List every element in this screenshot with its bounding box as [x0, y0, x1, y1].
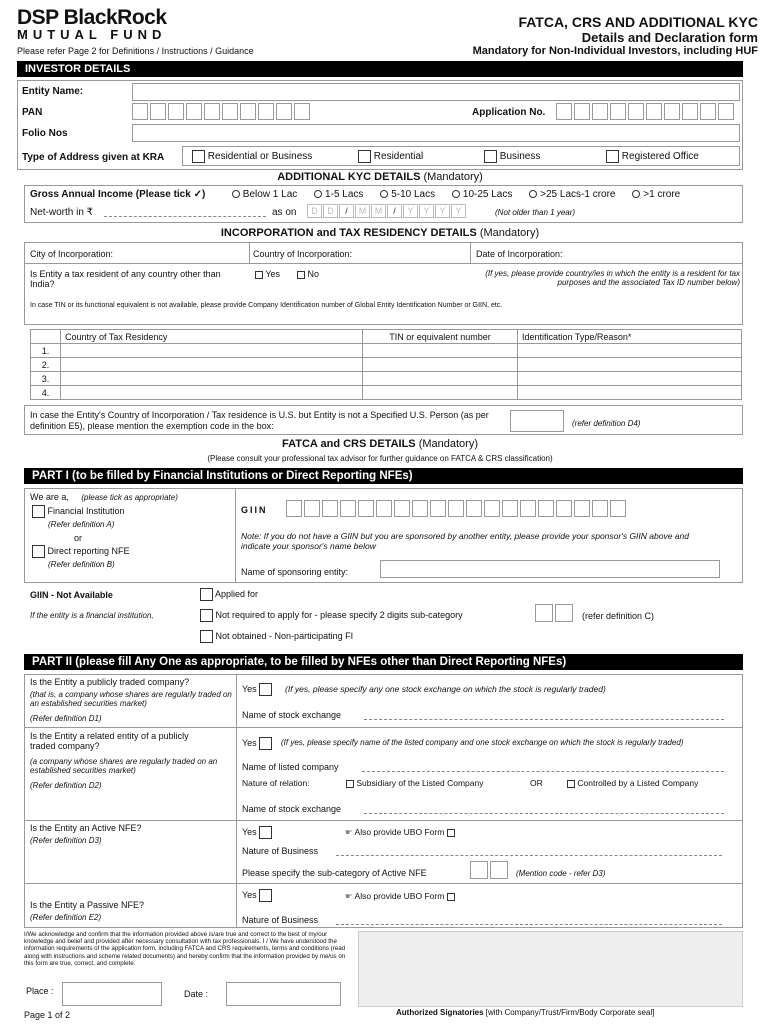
- checkbox[interactable]: [606, 150, 619, 163]
- brand-logo: [17, 6, 167, 42]
- checkbox[interactable]: [32, 545, 45, 558]
- incorporation-title: [17, 227, 743, 239]
- divider: [24, 727, 743, 728]
- q3-yes[interactable]: [242, 826, 272, 839]
- income-option[interactable]: [380, 189, 435, 200]
- table-row: [31, 386, 742, 400]
- section-title: FATCA and CRS DETAILS: [282, 438, 416, 450]
- refer-c: (refer definition C): [582, 611, 655, 621]
- signatories-suffix: [with Company/Trust/Firm/Body Corporate seal]: [485, 1008, 655, 1017]
- country-cell[interactable]: [61, 372, 363, 386]
- not-required-option[interactable]: [200, 609, 463, 622]
- we-are: We are a,: [30, 492, 69, 502]
- column-header: Country of Tax Residency: [61, 330, 363, 344]
- q2-label: Is the Entity a related entity of a publicly traded company?: [30, 731, 189, 751]
- subsidiary-label: Subsidiary of the Listed Company: [356, 778, 484, 788]
- table-row: [31, 372, 742, 386]
- part2-bar: PART II (please fill Any One as appropriate, to be filled by NFEs other than Direct Reporting NFEs): [24, 654, 743, 670]
- divider: [24, 883, 743, 884]
- checkbox[interactable]: [259, 737, 272, 750]
- date-box: D: [323, 204, 338, 218]
- declaration-text: I/We acknowledge and confirm that the information provided above is/are true and correct to the best of my/our knowledge and belief and provided after necessary consultation with tax professionals. I / We have understood the information requirements of the application form, including FATCA and CRS requirements, terms and conditions (read along with instructions and scheme related documents) and hereby confirm that the information provided by me/us on this form are true, correct, and complete.: [24, 931, 346, 967]
- q4-ref: (Refer definition E2): [30, 913, 102, 922]
- date-box: M: [355, 204, 370, 218]
- section-title-suffix: (Mandatory): [479, 227, 540, 239]
- page-number: Page 1 of 2: [24, 1010, 71, 1020]
- as-on-label: as on: [272, 207, 297, 218]
- checkbox[interactable]: [32, 505, 45, 518]
- q1-stock-exchange-field[interactable]: [364, 709, 724, 720]
- row-number: 2.: [31, 358, 61, 372]
- q4-ubo: [345, 891, 455, 902]
- section-title-suffix: (Mandatory): [418, 438, 478, 450]
- refer-note: Please refer Page 2 for Definitions / Instructions / Guidance: [17, 46, 254, 56]
- column-header: TIN or equivalent number: [363, 330, 518, 344]
- listed-company-field[interactable]: [362, 761, 724, 772]
- income-option[interactable]: [314, 189, 363, 200]
- us-note: In case the Entity's Country of Incorporation / Tax residence is U.S. but Entity is not a Specified U.S. Person (as per definition E5), please mention the exemption code in the box:: [30, 410, 489, 431]
- checkbox[interactable]: [346, 780, 354, 788]
- country-cell[interactable]: [61, 358, 363, 372]
- checkbox[interactable]: [192, 150, 205, 163]
- address-option-label: Residential or Business: [207, 151, 313, 163]
- income-option[interactable]: [452, 189, 512, 200]
- row-number: 1.: [31, 344, 61, 358]
- income-options: [232, 189, 680, 200]
- date-box: Y: [419, 204, 434, 218]
- income-option[interactable]: [232, 189, 297, 200]
- refer-d4: (refer definition D4): [572, 419, 641, 428]
- table-row: [31, 344, 742, 358]
- subcategory-label: Please specify the sub-category of Active NFE: [242, 868, 427, 878]
- brand-top: DSP BlackRock: [17, 6, 167, 29]
- q4-nature-business-label: Nature of Business: [242, 915, 319, 925]
- q3-nature-business-label: Nature of Business: [242, 846, 319, 856]
- controlled-label: Controlled by a Listed Company: [577, 778, 699, 788]
- column-header: [31, 330, 61, 344]
- signature-box[interactable]: [358, 931, 743, 1007]
- q1-label: Is the Entity a publicly traded company?: [30, 677, 190, 687]
- divider: [24, 820, 743, 821]
- checkbox[interactable]: [484, 150, 497, 163]
- not-obtained-option[interactable]: [200, 630, 353, 643]
- checkbox[interactable]: [567, 780, 575, 788]
- additional-kyc-title: [17, 171, 743, 183]
- date-label: Date :: [184, 989, 209, 999]
- date-signed-field[interactable]: [226, 982, 341, 1006]
- id-type-cell[interactable]: [518, 358, 742, 372]
- checkbox[interactable]: [200, 588, 213, 601]
- column-header: Identification Type/Reason*: [518, 330, 742, 344]
- dr-ref: (Refer definition B): [48, 560, 115, 569]
- networth-field[interactable]: [104, 206, 266, 217]
- tick-note: (please tick as appropriate): [81, 493, 178, 502]
- divider: [470, 242, 471, 264]
- yes-label: Yes: [242, 889, 257, 900]
- address-option-label: Business: [499, 151, 541, 163]
- nature-relation-label: Nature of relation:: [242, 778, 310, 788]
- tax-resident-no[interactable]: [297, 269, 319, 279]
- application-label: Application No.: [472, 107, 546, 118]
- divider: [249, 242, 250, 264]
- controlled-option[interactable]: [567, 778, 698, 788]
- pan-field[interactable]: [132, 103, 312, 120]
- date-box: Y: [435, 204, 450, 218]
- mandatory-note: Mandatory for Non-Individual Investors, including HUF: [472, 45, 758, 57]
- checkbox[interactable]: [255, 271, 263, 279]
- checkbox[interactable]: [200, 630, 213, 643]
- income-label: Gross Annual Income (Please tick ✓): [30, 189, 206, 200]
- date-box: /: [339, 204, 354, 218]
- fi-if-note: If the entity is a financial institution,: [30, 611, 154, 620]
- applied-for-label: Applied for: [215, 588, 259, 599]
- income-option-label: 1-5 Lacs: [325, 189, 364, 200]
- table-header-row: [31, 330, 742, 344]
- form-subtitle: Details and Declaration form: [581, 30, 758, 45]
- address-type-label: Type of Address given at KRA: [22, 152, 165, 163]
- income-option-label: 5-10 Lacs: [391, 189, 436, 200]
- or-label: or: [74, 533, 83, 543]
- date-box: Y: [403, 204, 418, 218]
- address-option-label: Registered Office: [621, 151, 699, 163]
- pointing-hand-icon: ☛: [345, 891, 353, 901]
- checkbox[interactable]: [358, 150, 371, 163]
- yes-label: Yes: [242, 826, 257, 837]
- address-option[interactable]: [484, 150, 540, 163]
- yes-label: Yes: [242, 737, 257, 748]
- folio-field[interactable]: [132, 124, 740, 142]
- q4-label: Is the Entity a Passive NFE?: [30, 900, 145, 910]
- tax-residency-table: [30, 329, 742, 400]
- country-label: Country of Incorporation:: [253, 249, 353, 259]
- entity-name-label: Entity Name:: [22, 86, 84, 97]
- brand-bottom: MUTUAL FUND: [17, 27, 167, 42]
- table-row: [31, 358, 742, 372]
- q1-ref: (Refer definition D1): [30, 714, 102, 723]
- date-box: D: [307, 204, 322, 218]
- q1-yes[interactable]: [242, 683, 272, 696]
- id-type-cell[interactable]: [518, 344, 742, 358]
- not-obtained-label: Not obtained - Non-participating FI: [215, 630, 354, 641]
- q2-yes[interactable]: [242, 737, 272, 750]
- fi-ref: (Refer definition A): [48, 520, 115, 529]
- q3-label: Is the Entity an Active NFE?: [30, 823, 142, 833]
- part1-bar: PART I (to be filled by Financial Institutions or Direct Reporting NFEs): [24, 468, 743, 484]
- incorporation-row: [24, 242, 743, 264]
- checkbox[interactable]: [259, 889, 272, 902]
- checkbox[interactable]: [447, 829, 455, 837]
- giin-field[interactable]: [286, 500, 628, 517]
- tin-note: In case TIN or its functional equivalent is not available, please provide Company Identification number of Global Entity Identification Number or GIIN, etc.: [30, 302, 503, 309]
- country-cell[interactable]: [61, 344, 363, 358]
- dr-option[interactable]: [32, 545, 130, 558]
- tax-resident-yes[interactable]: [255, 269, 280, 279]
- sponsor-field[interactable]: [380, 560, 720, 578]
- section-title-suffix: (Mandatory): [423, 171, 483, 183]
- income-option[interactable]: [632, 189, 680, 200]
- date-box: /: [387, 204, 402, 218]
- pointing-hand-icon: ☛: [345, 827, 353, 837]
- tin-cell[interactable]: [363, 358, 518, 372]
- tin-cell[interactable]: [363, 372, 518, 386]
- giin-na-label: GIIN - Not Available: [30, 590, 113, 600]
- address-option-label: Residential: [373, 151, 424, 163]
- exemption-code-field[interactable]: [510, 410, 564, 432]
- signatories-label: [396, 1008, 654, 1017]
- q4-yes[interactable]: [242, 889, 272, 902]
- id-type-cell[interactable]: [518, 372, 742, 386]
- q2-stock-exchange-label: Name of stock exchange: [242, 804, 342, 814]
- q2-sub: (a company whose shares are regularly traded on an established securities market): [30, 757, 218, 775]
- income-option[interactable]: [529, 189, 615, 200]
- yes-label: Yes: [265, 269, 281, 279]
- tin-cell[interactable]: [363, 344, 518, 358]
- yes-label: Yes: [242, 683, 257, 694]
- giin-label: GIIN: [241, 505, 268, 515]
- q2-ref: (Refer definition D2): [30, 781, 102, 790]
- q1-yes-note: (If yes, please specify any one stock exchange on which the stock is regularly traded): [285, 684, 606, 694]
- or-label: OR: [530, 778, 543, 788]
- date-field[interactable]: [307, 204, 467, 218]
- q1-stock-exchange-label: Name of stock exchange: [242, 710, 342, 720]
- section-title: ADDITIONAL KYC DETAILS: [277, 171, 421, 183]
- q3-ref: (Refer definition D3): [30, 836, 102, 845]
- form-title: FATCA, CRS AND ADDITIONAL KYC: [518, 14, 758, 30]
- entity-name-field[interactable]: [132, 83, 740, 101]
- address-option[interactable]: [358, 150, 423, 163]
- place-label: Place :: [26, 986, 54, 996]
- tin-cell[interactable]: [363, 386, 518, 400]
- networth-label: Net-worth in ₹: [30, 207, 94, 218]
- section-title: INCORPORATION and TAX RESIDENCY DETAILS: [220, 227, 477, 239]
- income-option-label: 10-25 Lacs: [462, 189, 513, 200]
- not-required-label: Not required to apply for - please specify 2 digits sub-category: [215, 609, 463, 620]
- listed-company-label: Name of listed company: [242, 762, 339, 772]
- if-yes-note: (If yes, please provide country/ies in which the entity is a resident for tax purposes and the associated Tax ID number below): [485, 269, 740, 287]
- q2-yes-note: (If yes, please specify name of the listed company and one stock exchange on which the stock is regularly traded): [281, 738, 684, 747]
- divider: [235, 488, 236, 583]
- id-type-cell[interactable]: [518, 386, 742, 400]
- ubo-label: Also provide UBO Form: [354, 827, 445, 837]
- active-nfe-code-field[interactable]: [470, 861, 510, 879]
- dr-label: Direct reporting NFE: [47, 545, 130, 556]
- fi-option[interactable]: [32, 505, 125, 518]
- address-option[interactable]: [606, 150, 699, 163]
- address-option[interactable]: [192, 150, 312, 163]
- pan-label: PAN: [22, 107, 43, 118]
- city-label: City of Incorporation:: [30, 249, 114, 259]
- investor-details-bar: INVESTOR DETAILS: [17, 61, 743, 77]
- application-field[interactable]: [556, 103, 736, 120]
- q1-sub: (that is, a company whose shares are regularly traded on an established securities market): [30, 690, 232, 708]
- applied-for-option[interactable]: [200, 588, 258, 601]
- q3-ubo: [345, 827, 455, 838]
- date-box: M: [371, 204, 386, 218]
- folio-label: Folio Nos: [22, 128, 68, 139]
- checkbox[interactable]: [297, 271, 305, 279]
- no-label: No: [307, 269, 320, 279]
- fi-label: Financial Institution: [47, 505, 125, 516]
- income-option-label: Below 1 Lac: [242, 189, 298, 200]
- giin-note: Note: If you do not have a GIIN but you are sponsored by another entity, please provide your sponsor's GIIN above and indicate your sponsor's name below: [241, 531, 689, 551]
- date-note: (Not older than 1 year): [495, 208, 576, 217]
- date-incorporation-label: Date of Incorporation:: [476, 249, 563, 259]
- we-are-row: [30, 492, 178, 502]
- checkbox[interactable]: [200, 609, 213, 622]
- sponsor-label: Name of sponsoring entity:: [241, 567, 349, 577]
- q2-stock-exchange-field[interactable]: [364, 803, 724, 814]
- tax-resident-question: Is Entity a tax resident of any country other than India?: [30, 269, 221, 289]
- checkbox[interactable]: [447, 893, 455, 901]
- date-box: Y: [451, 204, 466, 218]
- place-field[interactable]: [62, 982, 162, 1006]
- subsidiary-option[interactable]: [346, 778, 483, 788]
- ubo-label: Also provide UBO Form: [354, 891, 445, 901]
- fatca-title: [17, 438, 743, 450]
- signatories-title: Authorized Signatories: [396, 1008, 484, 1017]
- fatca-subtitle: (Please consult your professional tax advisor for further guidance on FATCA & CRS classification): [207, 454, 553, 463]
- divider: [236, 674, 237, 928]
- subcategory-field[interactable]: [535, 604, 575, 622]
- income-option-label: >1 crore: [643, 189, 681, 200]
- country-cell[interactable]: [61, 386, 363, 400]
- income-option-label: >25 Lacs-1 crore: [540, 189, 616, 200]
- mention-code: (Mention code - refer D3): [516, 869, 606, 878]
- q3-nature-business-field[interactable]: [336, 845, 722, 856]
- checkbox[interactable]: [259, 683, 272, 696]
- row-number: 3.: [31, 372, 61, 386]
- checkbox[interactable]: [259, 826, 272, 839]
- q4-nature-business-field[interactable]: [336, 914, 722, 925]
- row-number: 4.: [31, 386, 61, 400]
